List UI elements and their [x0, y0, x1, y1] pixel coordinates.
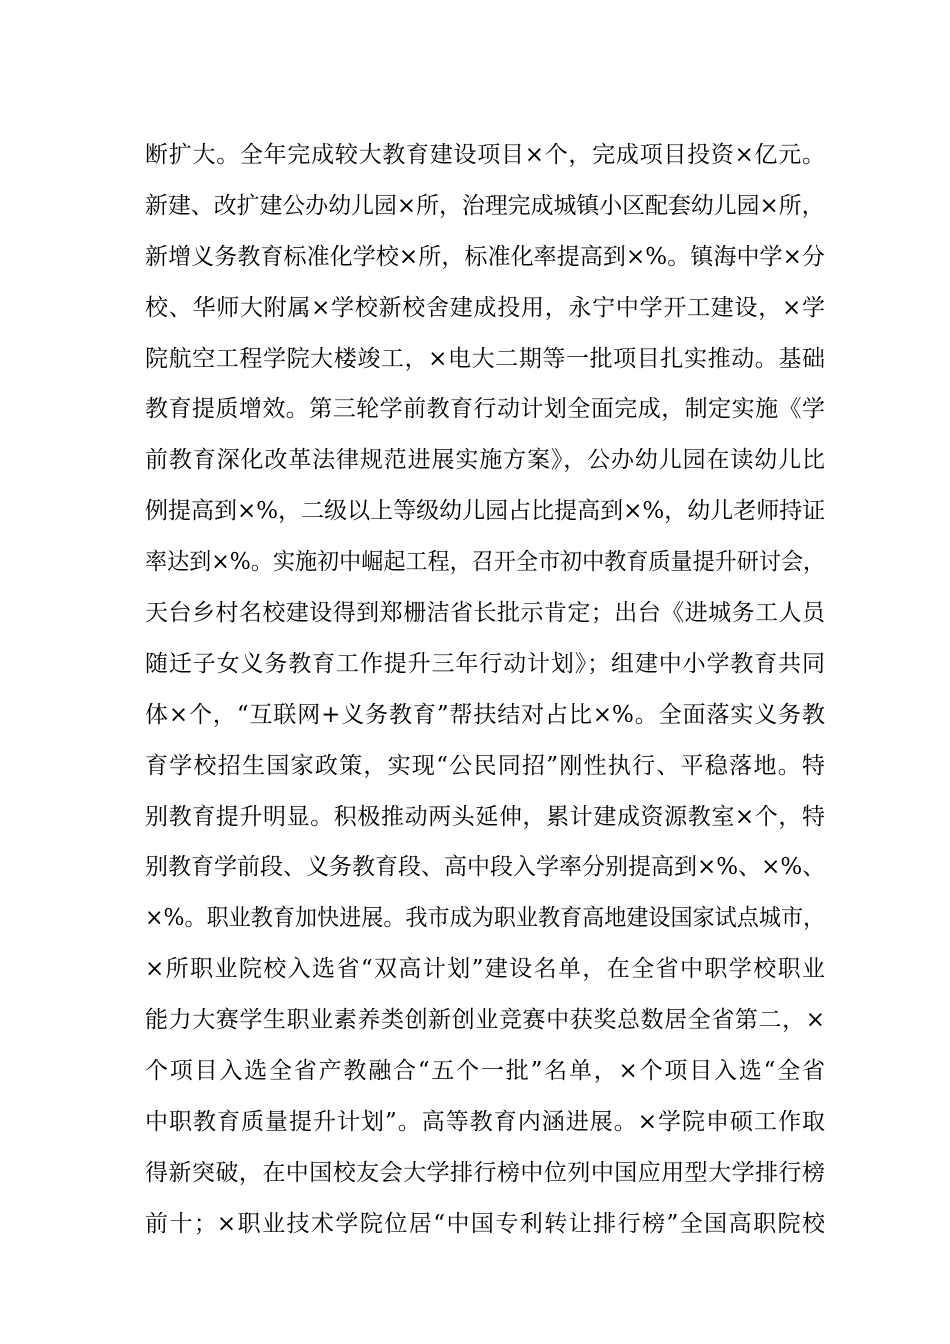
- text-line: 得新突破，在中国校友会大学排行榜中位列中国应用型大学排行榜: [145, 1159, 825, 1186]
- text-line: 教育提质增效。第三轮学前教育行动计划全面完成，制定实施《学: [145, 396, 825, 423]
- text-line: ×%。职业教育加快进展。我市成为职业教育高地建设国家试点城市，: [145, 905, 826, 932]
- text-line: 率达到×%。实施初中崛起工程，召开全市初中教育质量提升研讨会，: [145, 549, 826, 576]
- text-line: 例提高到×%，二级以上等级幼儿园占比提高到×%，幼儿老师持证: [145, 498, 826, 525]
- text-line: 体×个，“互联网+义务教育”帮扶结对占比×%。全面落实义务教: [145, 701, 825, 728]
- text-line: 前教育深化改革法律规范进展实施方案》，公办幼儿园在读幼儿比: [145, 447, 825, 474]
- body-text: [145, 130, 825, 1250]
- text-line: 断扩大。全年完成较大教育建设项目×个，完成项目投资×亿元。: [145, 142, 825, 168]
- text-line: 校、华师大附属×学校新校舍建成投用，永宁中学开工建设，×学: [145, 294, 825, 321]
- text-line: 新增义务教育标准化学校×所，标准化率提高到×%。镇海中学×分: [145, 243, 825, 270]
- text-line: 随迁子女义务教育工作提升三年行动计划》；组建中小学教育共同: [145, 650, 825, 677]
- text-line: 育学校招生国家政策，实现“公民同招”刚性执行、平稳落地。特: [145, 752, 825, 779]
- text-line: 天台乡村名校建设得到郑栅洁省长批示肯定；出台《进城务工人员: [145, 600, 825, 627]
- text-line: 别教育学前段、义务教育段、高中段入学率分别提高到×%、×%、: [145, 854, 826, 881]
- text-line: 新建、改扩建公办幼儿园×所，治理完成城镇小区配套幼儿园×所，: [145, 192, 825, 219]
- text-line: 个项目入选全省产教融合“五个一批”名单，×个项目入选“全省: [145, 1058, 825, 1085]
- text-line: 院航空工程学院大楼竣工，×电大二期等一批项目扎实推动。基础: [145, 345, 825, 372]
- text-line: 前十；×职业技术学院位居“中国专利转让排行榜”全国高职院校: [145, 1210, 825, 1237]
- text-line: ×所职业院校入选省“双高计划”建设名单，在全省中职学校职业: [145, 956, 825, 983]
- text-line: 能力大赛学生职业素养类创新创业竞赛中获奖总数居全省第二，×: [145, 1007, 825, 1034]
- text-line: 别教育提升明显。积极推动两头延伸，累计建成资源教室×个，特: [145, 803, 825, 830]
- text-line: 中职教育质量提升计划”。高等教育内涵进展。×学院申硕工作取: [145, 1108, 825, 1135]
